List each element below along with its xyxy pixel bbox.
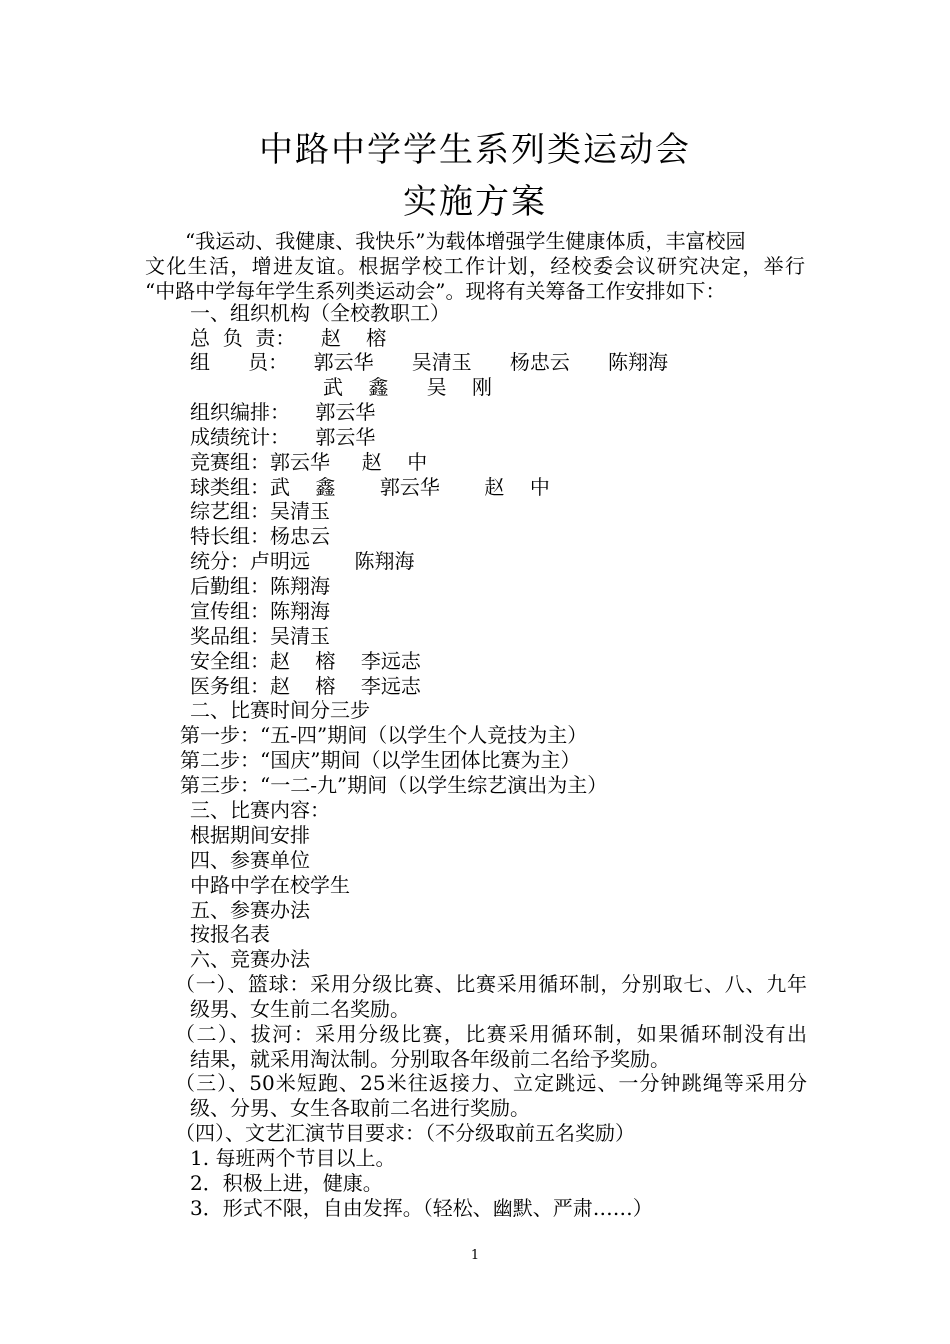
requirement-point: 3．形式不限，自由发挥。（轻松、幽默、严肃……）: [190, 1196, 653, 1220]
section-body: 按报名表: [190, 922, 270, 946]
org-line: 后勤组：陈翔海: [190, 574, 330, 598]
schedule-step: 第三步：“一二-九”期间（以学生综艺演出为主）: [180, 773, 608, 797]
org-line: 特长组：杨忠云: [190, 524, 330, 548]
intro-line: “中路中学每年学生系列类运动会”。现将有关筹备工作安排如下：: [145, 279, 726, 303]
org-line: 综艺组：吴清玉: [190, 499, 330, 523]
document-subtitle: 实施方案: [403, 182, 547, 222]
org-line: 球类组：武 鑫 郭云华 赵 中: [190, 475, 550, 499]
rule-item-continuation: 级男、女生前二名奖励。: [190, 997, 410, 1021]
rule-item: （三）、50米短跑、25米往返接力、立定跳远、一分钟跳绳等采用分: [175, 1071, 807, 1095]
org-line: 安全组：赵 榕 李远志: [190, 649, 421, 673]
org-line: 武 鑫 吴 刚: [323, 375, 493, 399]
rule-item-continuation: 结果，就采用淘汰制。分别取各年级前二名给予奖励。: [190, 1047, 670, 1071]
schedule-step: 第二步：“国庆”期间（以学生团体比赛为主）: [180, 748, 581, 772]
section-heading: 三、比赛内容：: [190, 798, 330, 822]
schedule-step: 第一步：“五-四”期间（以学生个人竞技为主）: [180, 723, 588, 747]
section-body: 根据期间安排: [190, 823, 310, 847]
org-line: 组织编排： 郭云华: [190, 400, 376, 424]
org-line: 竞赛组：郭云华 赵 中: [190, 450, 428, 474]
section-heading: 四、参赛单位: [190, 848, 310, 872]
org-line: 医务组：赵 榕 李远志: [190, 674, 421, 698]
org-line: 奖品组：吴清玉: [190, 624, 330, 648]
document-title: 中路中学学生系列类运动会: [259, 130, 691, 170]
requirement-point: 2．积极上进，健康。: [190, 1171, 383, 1195]
rule-item-heading: （四）、文艺汇演节目要求：（不分级取前五名奖励）: [175, 1121, 635, 1145]
rule-item: （一）、篮球：采用分级比赛、比赛采用循环制，分别取七、八、九年: [175, 972, 807, 996]
section-heading: 六、竞赛办法: [190, 947, 310, 971]
requirement-point: 1. 每班两个节目以上。: [190, 1146, 396, 1170]
section-heading: 二、比赛时间分三步: [190, 698, 370, 722]
rule-item: （二）、拔河：采用分级比赛，比赛采用循环制，如果循环制没有出: [175, 1022, 807, 1046]
org-line: 成绩统计： 郭云华: [190, 425, 376, 449]
section-body: 中路中学在校学生: [190, 873, 350, 897]
section-heading: 一、组织机构（全校教职工）: [190, 301, 450, 325]
section-heading: 五、参赛办法: [190, 898, 310, 922]
org-line: 统分：卢明远 陈翔海: [190, 549, 415, 573]
intro-line: “我运动、我健康、我快乐”为载体增强学生健康体质，丰富校园: [185, 229, 746, 253]
org-line: 总 负 责： 赵 榕: [190, 326, 387, 350]
rule-item-continuation: 级、分男、女生各取前二名进行奖励。: [190, 1096, 530, 1120]
intro-line: 文化生活，增进友谊。根据学校工作计划，经校委会议研究决定，举行: [145, 254, 805, 278]
page-number: 1: [470, 1248, 480, 1263]
org-line: 组 员： 郭云华 吴清玉 杨忠云 陈翔海: [190, 350, 669, 374]
org-line: 宣传组：陈翔海: [190, 599, 330, 623]
